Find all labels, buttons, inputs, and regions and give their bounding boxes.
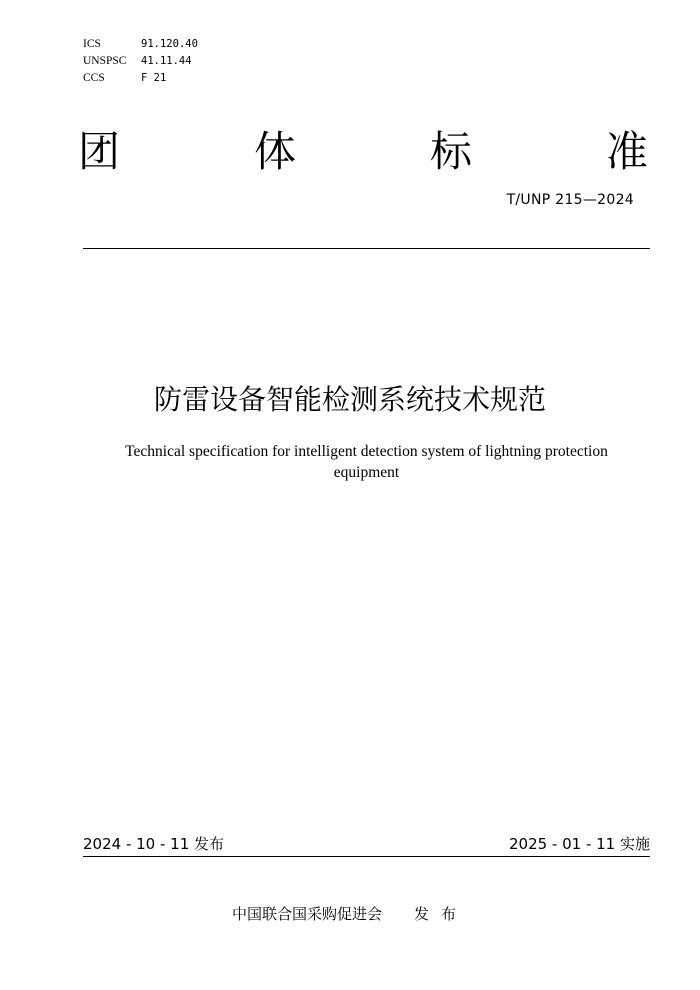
english-title-line1: Technical specification for intelligent detection system of lightning protection [125,443,608,460]
date-row [83,834,650,854]
implement-date: 2025 - 01 - 11 实施 [508,835,650,853]
heading-char: 标 [429,127,472,176]
bottom-divider [83,856,650,857]
issuer-line [0,903,700,925]
issue-action: 发布 [414,905,469,923]
ics-row [83,36,198,53]
ics-label: ICS [83,38,101,50]
unspsc-value: 41.11.44 [141,55,192,67]
ics-value: 91.120.40 [141,38,198,50]
publish-date: 2024 - 10 - 11 发布 [83,835,225,853]
ccs-row [83,70,198,87]
english-title-line2: equipment [333,464,400,481]
unspsc-label: UNSPSC [83,55,127,67]
heading-char: 团 [78,127,121,176]
ccs-value: F 21 [141,72,167,84]
heading-char: 体 [253,127,296,176]
heading-char: 准 [605,127,648,176]
issuing-organization: 中国联合国采购促进会 [231,905,382,923]
unspsc-row [83,53,198,70]
chinese-title: 防雷设备智能检测系统技术规范 [153,383,546,416]
classification-codes [83,36,198,87]
ccs-label: CCS [83,72,105,84]
standard-number: T/UNP 215—2024 [506,192,634,208]
english-title [100,441,633,483]
top-divider [83,248,650,249]
group-standard-heading [78,124,648,180]
